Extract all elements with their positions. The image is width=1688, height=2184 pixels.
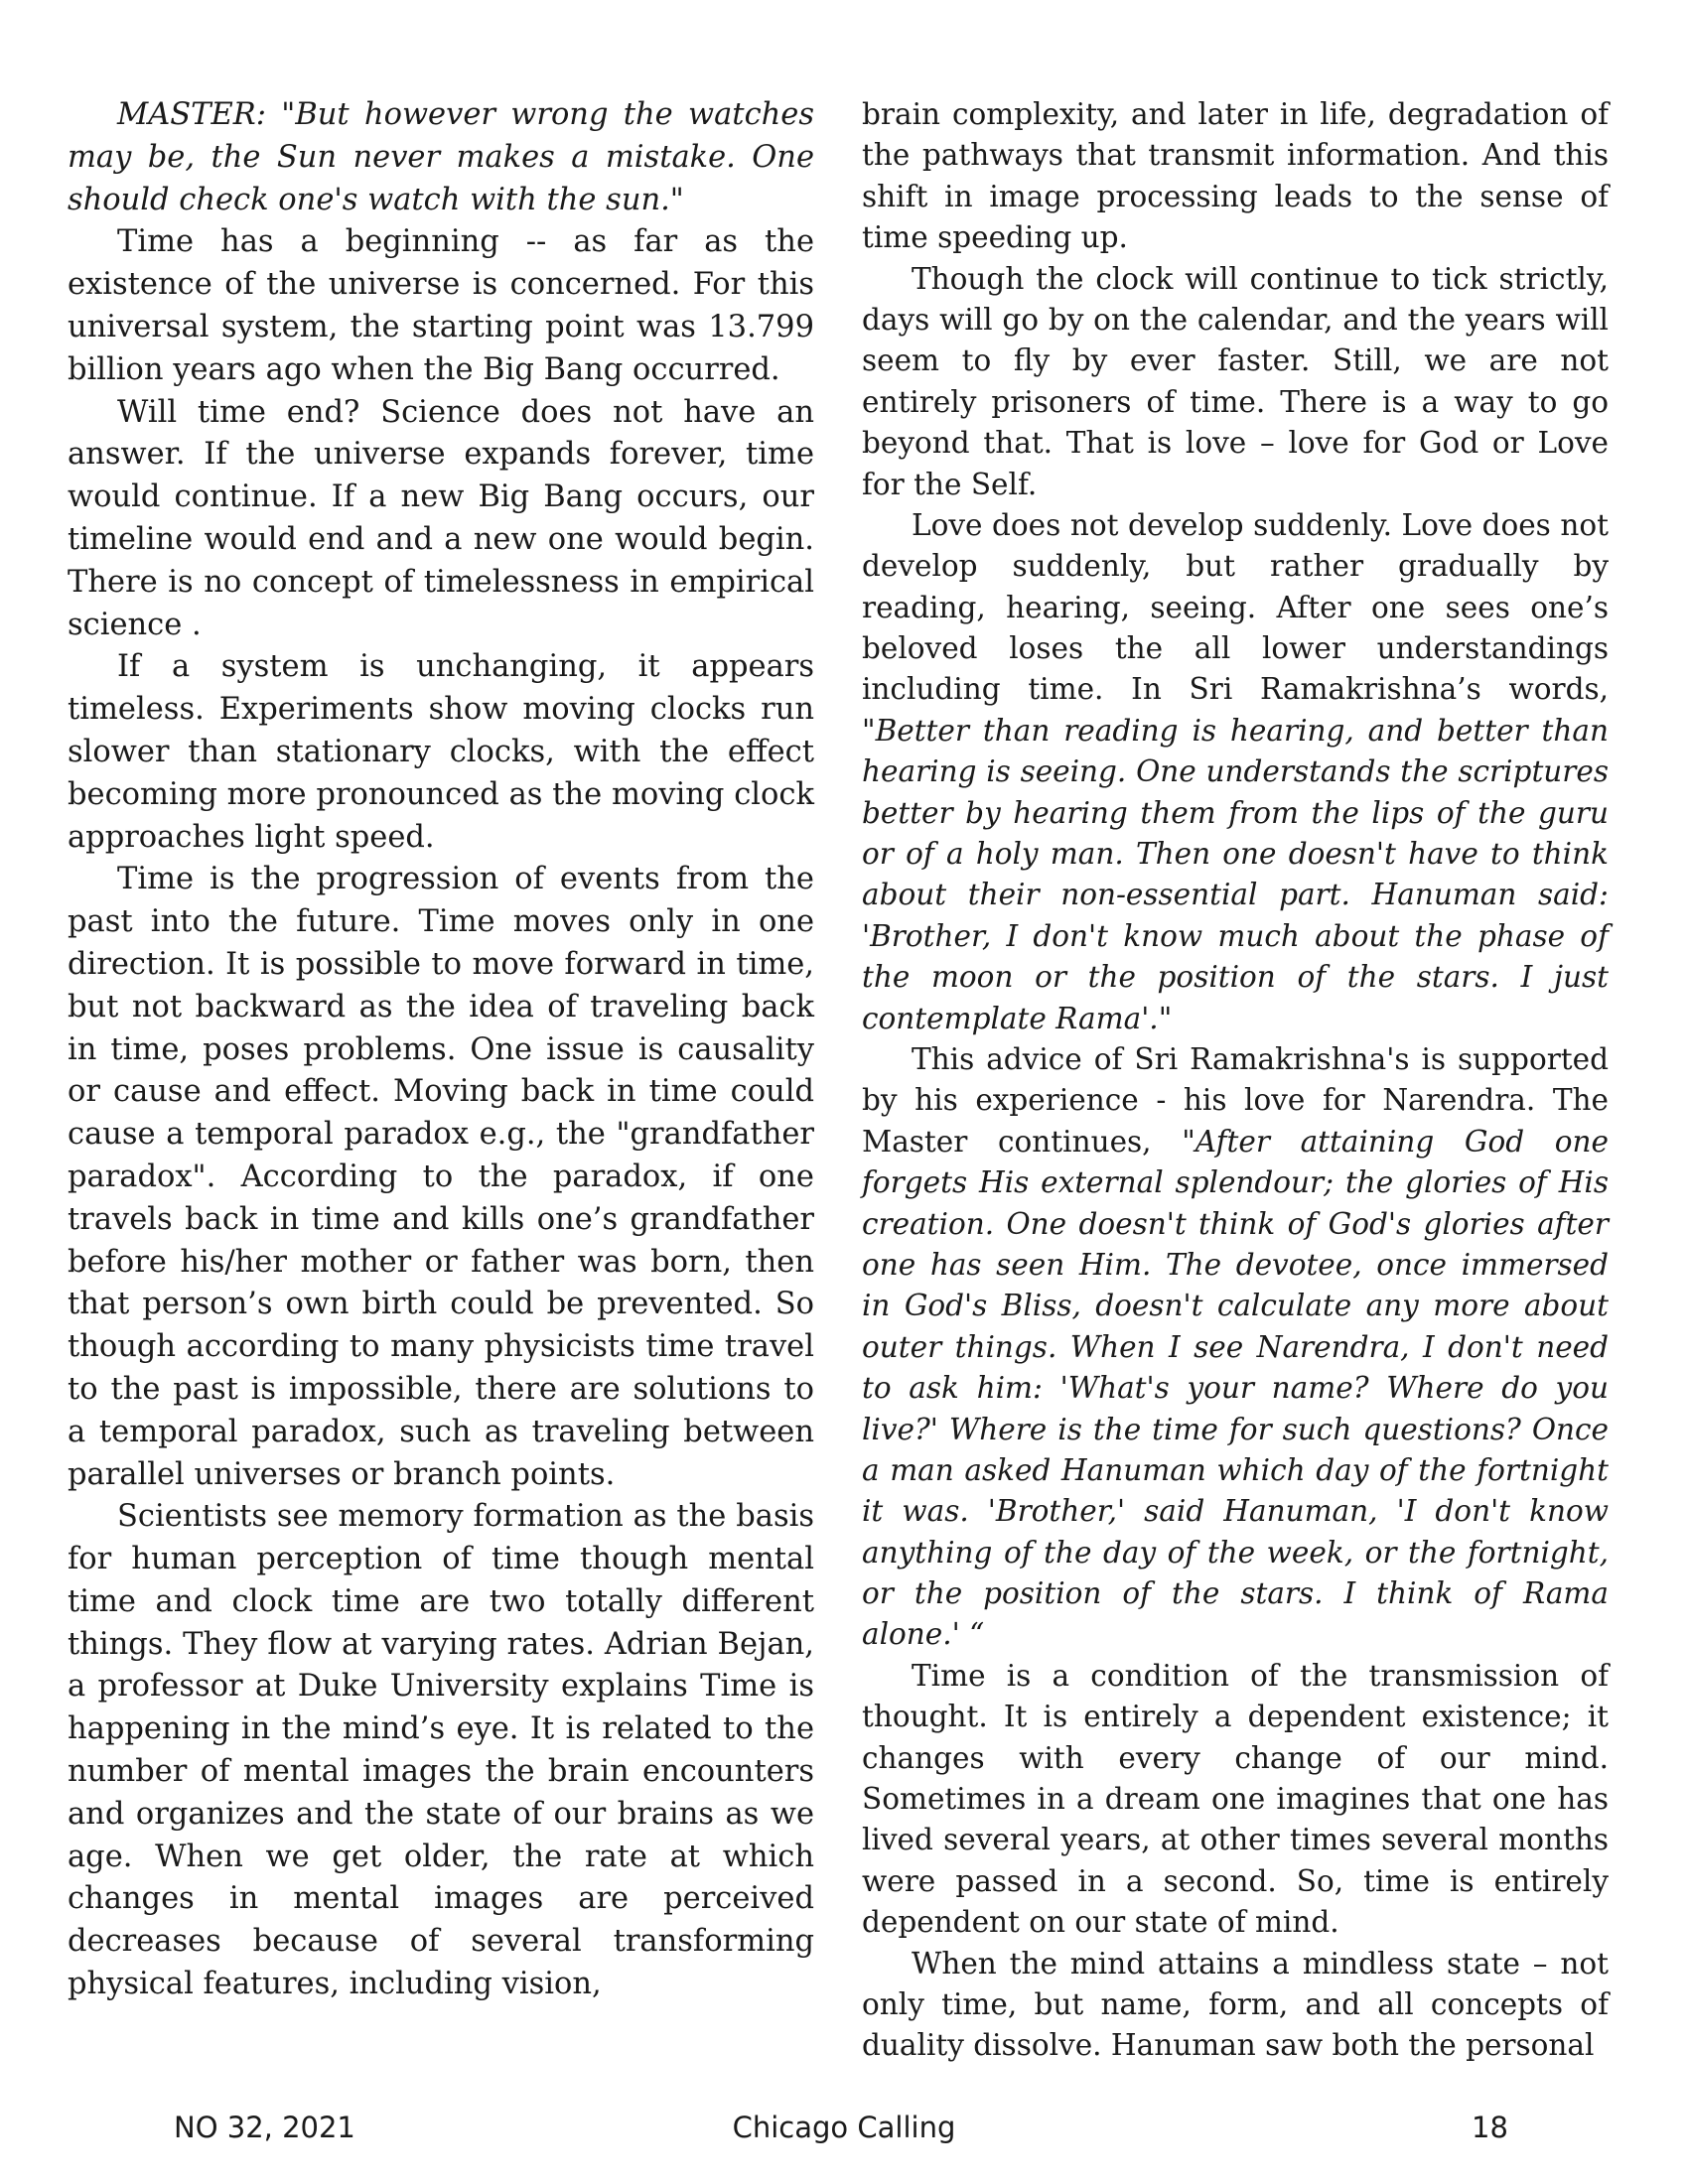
- paragraph-brain-complexity: brain complexity, and later in life, degradation of the pathways that transmit information. And this shift in image processing leads to the sense of time speeding up.: [862, 97, 1609, 255]
- paragraph-time-progression: Time is the progression of events from the past into the future. Time moves only in one direction. It is possible to move forward in time, but not backward as the idea of traveling back in time, poses problems. One issue is causality or cause and effect. Moving back in time could cause a temporal paradox e.g., the "grandfather paradox". According to the paradox, if one travels back in time and kills one’s grandfather before his/her mother or father was born, then that person’s own birth could be prevented. So though according to many physicists time travel to the past is impossible, there are solutions to a temporal paradox, such as traveling between parallel universes or branch points.: [68, 862, 814, 1492]
- paragraph-transmission-of-thought: Time is a condition of the transmission of thought. It is entirely a dependent existence; it changes with every change of our mind. Sometimes in a dream one imagines that one has lived several years, at other times several months were passed in a second. So, time is entirely dependent on our state of mind.: [862, 1658, 1609, 1940]
- right-column: [862, 94, 1609, 2067]
- paragraph-unchanging-system: If a system is unchanging, it appears timeless. Experiments show moving clocks run slower than stationary clocks, with the effect becoming more pronounced as the moving clock approaches light speed.: [68, 649, 814, 855]
- paragraph-mindless-state: When the mind attains a mindless state – not only time, but name, form, and all concepts of duality dissolve. Hanuman saw both the personal: [862, 1946, 1609, 2063]
- ramakrishna-quote: "Better than reading is hearing, and better than hearing is seeing. One understands the scriptures better by hearing them from the lips of the guru or of a holy man. Then one doesn't have to think about their non-essential part. Hanuman said: 'Brother, I don't know much about the phase of the moon or the position of the stars. I just contemplate Rama'.": [862, 713, 1609, 1035]
- master-quote: MASTER: "But however wrong the watches may be, the Sun never makes a mistake. One should check one's watch with the sun.": [68, 97, 814, 217]
- left-column: [68, 94, 814, 2006]
- paragraph-narendra: [862, 1039, 1609, 1656]
- footer-page-number: 18: [1472, 2111, 1508, 2144]
- paragraph-time-end: Will time end? Science does not have an answer. If the universe expands forever, time would continue. If a new Big Bang occurs, our timeline would end and a new one would begin. There is no concept of timelessness in empirical science .: [68, 394, 814, 642]
- page-footer: [0, 2111, 1688, 2150]
- love-text: Love does not develop suddenly. Love does not develop suddenly, but rather gradually by reading, hearing, seeing. After one sees one’s beloved loses the all lower understandings including time. In Sri Ramakrishna’s words,: [862, 507, 1609, 707]
- paragraph-clock-ticks: Though the clock will continue to tick strictly, days will go by on the calendar, and the years will seem to fly by ever faster. Still, we are not entirely prisoners of time. There is a way to go beyond that. That is love – love for God or Love for the Self.: [862, 261, 1609, 501]
- paragraph-memory-formation: Scientists see memory formation as the basis for human perception of time though mental time and clock time are two totally different things. They flow at varying rates. Adrian Bejan, a professor at Duke University explains Time is happening in the mind’s eye. It is related to the number of mental images the brain encounters and organizes and the state of our brains as we age. When we get older, the rate at which changes in mental images are perceived decreases because of several transforming physical features, including vision,: [68, 1499, 814, 2002]
- master-continues-quote: After attaining God one forgets His external splendour; the glories of His creation. One doesn't think of God's glories after one has seen Him. The devotee, once immersed in God's Bliss, doesn't calculate any more about outer things. When I see Narendra, I don't need to ask him: 'What's your name? Where do you live?' Where is the time for such questions? Once a man asked Hanuman which day of the fortnight it was. 'Brother,' said Hanuman, 'I don't know anything of the day of the week, or the fortnight, or the position of the stars. I think of Rama alone.' “: [862, 1124, 1609, 1652]
- footer-issue: NO 32, 2021: [174, 2111, 355, 2144]
- paragraph-time-beginning: Time has a beginning -- as far as the existence of the universe is concerned. For this universal system, the starting point was 13.799 billion years ago when the Big Bang occurred.: [68, 224, 814, 387]
- footer-publication: Chicago Calling: [732, 2111, 956, 2144]
- narendra-text: This advice of Sri Ramakrishna's is supported by his experience - his love for Narendra. The Master continues, ": [862, 1041, 1609, 1159]
- paragraph-love: [862, 505, 1609, 1039]
